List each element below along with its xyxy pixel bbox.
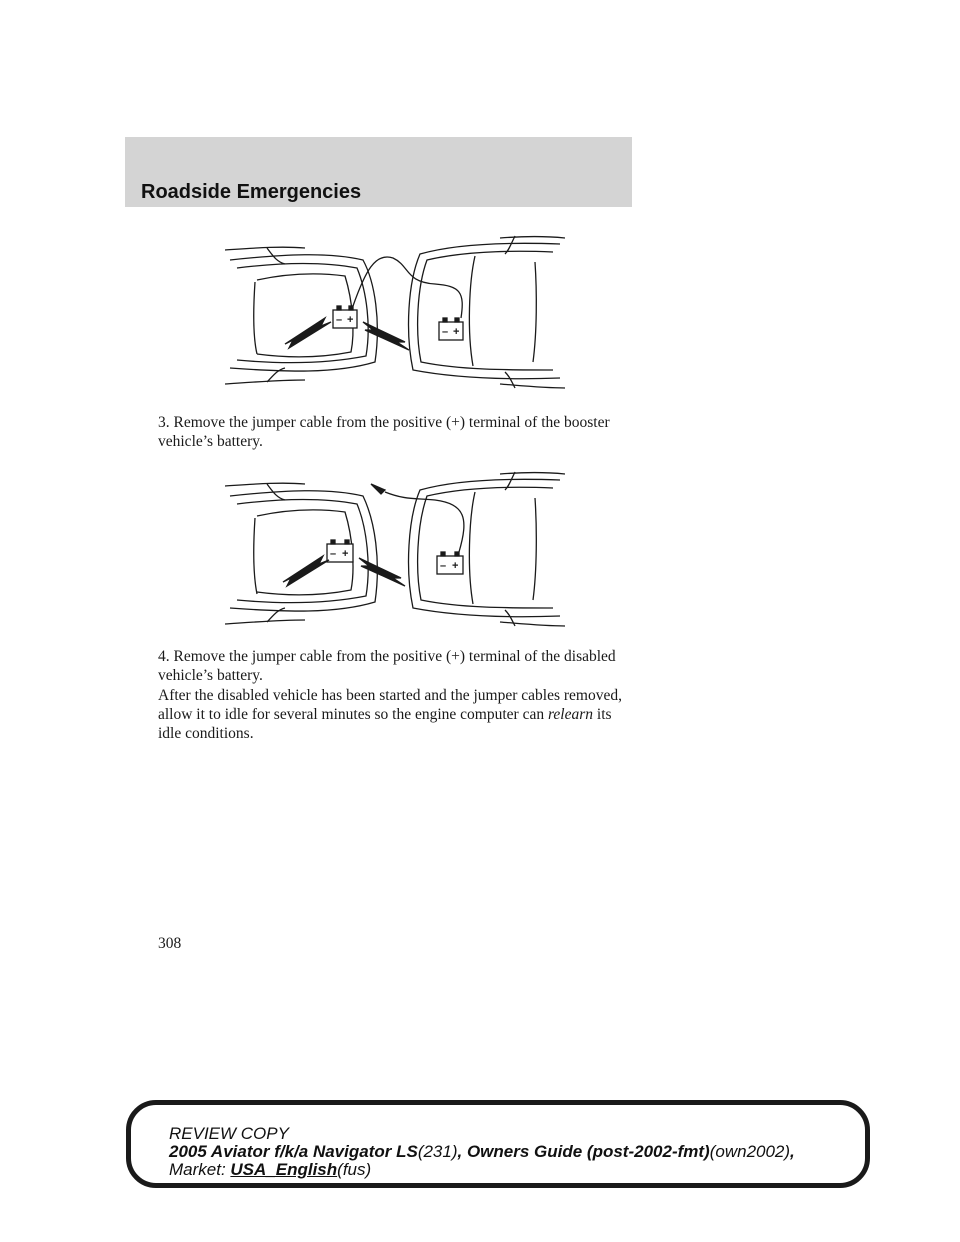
footer-model-code: (231) — [417, 1142, 458, 1161]
footer-guide-code: (own2002) — [709, 1142, 791, 1161]
jump-start-illustration-connected — [225, 232, 565, 392]
section-title: Roadside Emergencies — [141, 181, 362, 203]
disabled-vehicle-front — [225, 483, 377, 624]
after-start-text — [158, 686, 638, 743]
step-4-text: 4. Remove the jumper cable from the positive (+) terminal of the disabled vehicle’s battery. — [158, 648, 616, 684]
spark-right-icon — [363, 322, 409, 350]
jump-start-illustration-disconnected — [225, 466, 565, 632]
disabled-battery-plus-label: + — [342, 548, 349, 560]
footer-separator-1: , — [457, 1142, 467, 1161]
jumper-cable — [385, 492, 464, 552]
review-copy-footer — [126, 1100, 870, 1188]
spark-left-icon — [285, 318, 331, 348]
step-3-text: 3. Remove the jumper cable from the positive (+) terminal of the booster vehicle’s battery. — [158, 414, 610, 450]
disabled-battery-minus-label: – — [330, 548, 337, 560]
after-start-tail: its idle conditions. — [158, 706, 612, 742]
booster-vehicle-front — [409, 236, 565, 388]
footer-market: USA_English — [230, 1160, 338, 1179]
disabled-battery-minus-label: – — [336, 314, 343, 326]
footer-market-label: Market: — [169, 1160, 231, 1179]
footer-model: 2005 Aviator f/k/a Navigator LS — [169, 1142, 418, 1161]
footer-text — [169, 1125, 795, 1179]
booster-vehicle-front — [409, 472, 565, 626]
disabled-battery-plus-label: + — [347, 314, 354, 326]
footer-guide: Owners Guide (post-2002-fmt) — [466, 1142, 710, 1161]
after-start-lead: After the disabled vehicle has been started and the jumper cables removed, allow it to idle for several minutes so the engine computer can — [158, 687, 622, 723]
booster-battery-plus-label: + — [452, 560, 459, 572]
footer-separator-2: , — [790, 1142, 795, 1161]
footer-review-label: REVIEW COPY — [169, 1124, 289, 1143]
section-header-band — [125, 137, 632, 207]
booster-battery-minus-label: – — [442, 326, 449, 338]
page-number: 308 — [158, 935, 182, 952]
loose-cable-clamp-icon — [371, 484, 385, 494]
footer-market-code: (fus) — [337, 1160, 372, 1179]
spark-right-icon — [359, 558, 405, 586]
jumper-cable — [353, 257, 462, 318]
booster-battery-minus-label: – — [440, 560, 447, 572]
spark-left-icon — [283, 556, 329, 586]
booster-battery-plus-label: + — [453, 326, 460, 338]
relearn-term: relearn — [547, 706, 594, 723]
